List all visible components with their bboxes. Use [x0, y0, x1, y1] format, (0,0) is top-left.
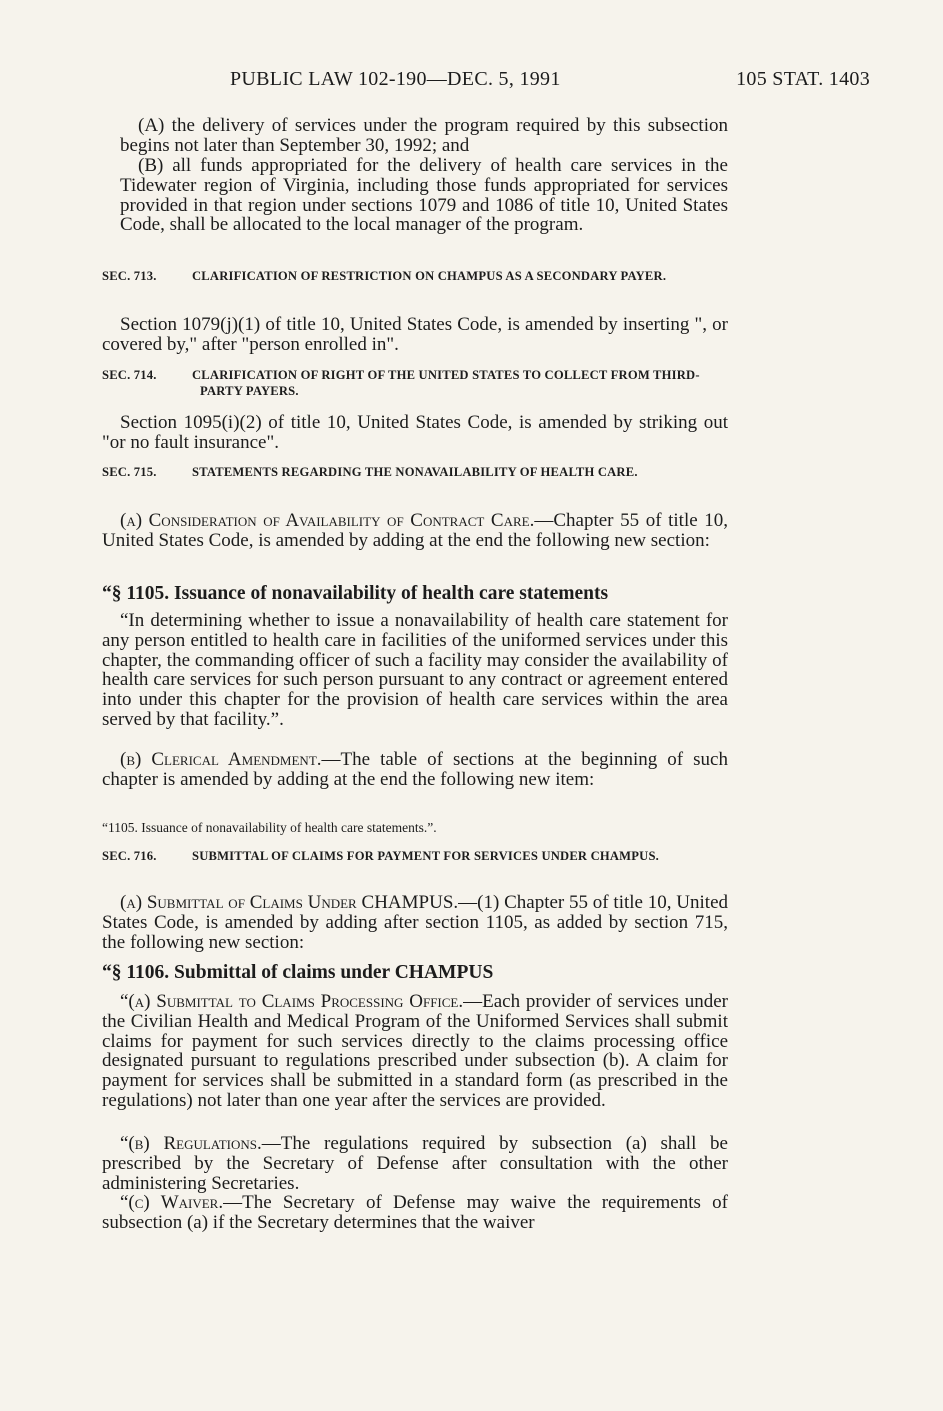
- section-715-heading: SEC. 715. STATEMENTS REGARDING THE NONAVAILABILITY OF HEALTH CARE.: [102, 465, 638, 479]
- section-716-heading: SEC. 716. SUBMITTAL OF CLAIMS FOR PAYMENT FOR SERVICES UNDER CHAMPUS.: [102, 849, 659, 863]
- section-1106-b: “(b) Regulations.—The regulations required by subsection (a) shall be prescribed by the Secretary of Defense after consultation with the other administering Secretaries.: [102, 1133, 728, 1194]
- section-715-a: (a) Consideration of Availability of Contract Care.—Chapter 55 of title 10, United States Code, is amended by adding at the end the following new section:: [102, 510, 728, 551]
- section-716-a: (a) Submittal of Claims Under CHAMPUS.—(1) Chapter 55 of title 10, United States Code, is amended by adding after section 1105, as added by section 715, the following new section:: [102, 892, 728, 953]
- section-713-heading: SEC. 713. CLARIFICATION OF RESTRICTION ON CHAMPUS AS A SECONDARY PAYER.: [102, 269, 667, 283]
- section-1106-heading: “§ 1106. Submittal of claims under CHAMPUS: [102, 962, 494, 983]
- table-of-sections-item: “1105. Issuance of nonavailability of health care statements.”.: [102, 820, 437, 835]
- section-1106-c: “(c) Waiver.—The Secretary of Defense may waive the requirements of subsection (a) if the Secretary determines that the waiver: [102, 1192, 728, 1233]
- section-715-b: (b) Clerical Amendment.—The table of sections at the beginning of such chapter is amended by adding at the end the following new item:: [102, 749, 728, 790]
- paragraph-b: (B) all funds appropriated for the delivery of health care services in the Tidewater region of Virginia, including those funds appropriated for services provided in that region under sections 1079 and 1086 of title 10, United States Code, shall be allocated to the local manager of the program.: [120, 155, 728, 236]
- page-header-title: PUBLIC LAW 102-190—DEC. 5, 1991: [230, 68, 561, 90]
- page-stat-number: 105 STAT. 1403: [736, 68, 870, 90]
- section-714-heading: SEC. 714. CLARIFICATION OF RIGHT OF THE UNITED STATES TO COLLECT FROM THIRD-PARTY PAYERS.: [102, 368, 700, 398]
- section-713-text: Section 1079(j)(1) of title 10, United States Code, is amended by inserting ", or covered by," after "person enrolled in".: [102, 314, 728, 355]
- running-header: [230, 68, 870, 98]
- paragraph-a: (A) the delivery of services under the program required by this subsection begins not later than September 30, 1992; and: [120, 115, 728, 156]
- section-1105-text: “In determining whether to issue a nonavailability of health care statement for any person entitled to health care in facilities of the uniformed services under this chapter, the commanding officer of such a facility may consider the availability of health care services for such person pursuant to any contract or agreement entered into under this chapter for the provision of health care services within the area served by that facility.”.: [102, 610, 728, 730]
- section-1106-a: “(a) Submittal to Claims Processing Office.—Each provider of services under the Civilian Health and Medical Program of the Uniformed Services shall submit claims for payment for such services directly to the claims processing office designated pursuant to regulations prescribed under subsection (b). A claim for payment for services shall be submitted in a standard form (as prescribed in the regulations) not later than one year after the services are provided.: [102, 991, 728, 1111]
- section-714-text: Section 1095(i)(2) of title 10, United States Code, is amended by striking out "or no fault insurance".: [102, 412, 728, 453]
- section-1105-heading: “§ 1105. Issuance of nonavailability of health care statements: [102, 583, 609, 604]
